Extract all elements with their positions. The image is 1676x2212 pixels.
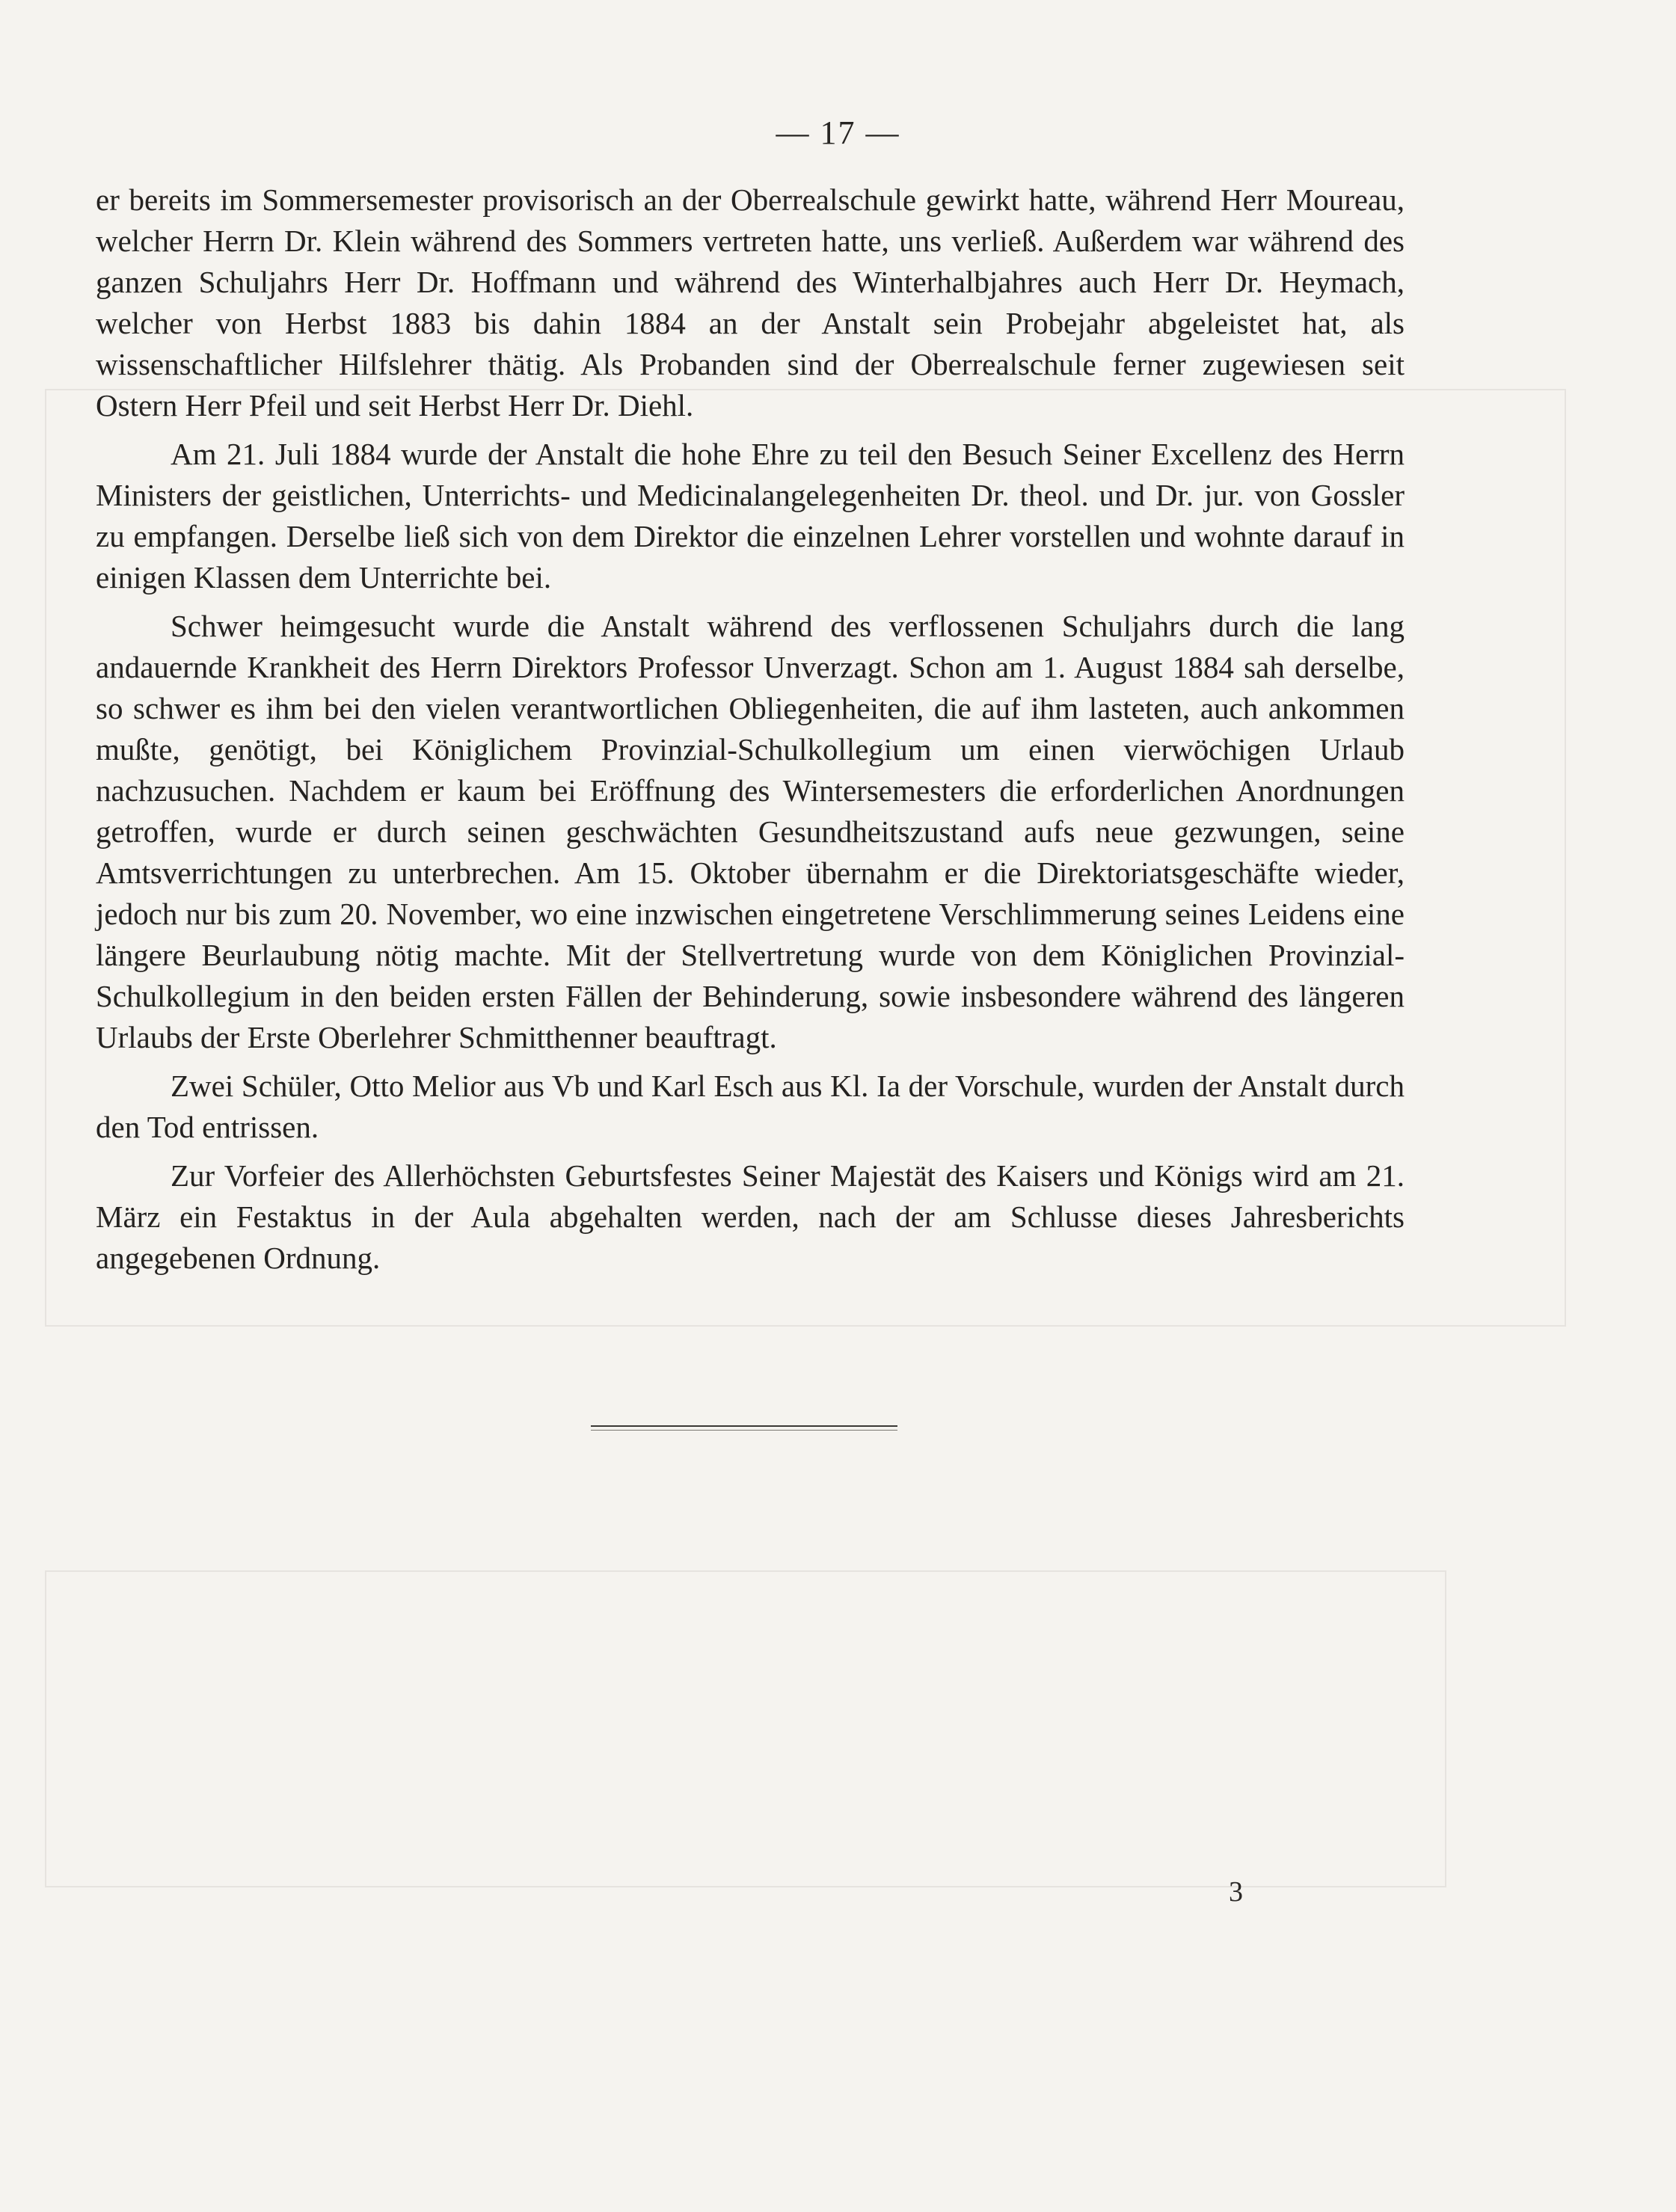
paragraph-deceased-students: Zwei Schüler, Otto Melior aus Vb und Karl Esch aus Kl. Ia der Vorschule, wurden der Anstalt durch den Tod entrissen. <box>96 1069 1405 1144</box>
paragraph-director-illness: Schwer heimgesucht wurde die Anstalt während des verflossenen Schuljahrs durch die lang andauernde Krankheit des Herrn Direktors Professor Unverzagt. Schon am 1. August 1884 sah derselbe, so schwer es ihm bei den vielen verantwortlichen Obliegenheiten, die auf ihm lasteten, auch ankommen mußte, genötigt, bei Königlichem Provinzial-Schulkollegium um einen vierwöchigen Urlaub nachzusuchen. Nachdem er kaum bei Eröffnung des Wintersemesters die erforderlichen Anordnungen getroffen, wurde er durch seinen geschwächten Gesundheitszustand aufs neue gezwungen, seine Amtsverrichtungen zu unterbrechen. Am 15. Oktober übernahm er die Direktoriatsgeschäfte wieder, jedoch nur bis zum 20. November, wo eine inzwischen eingetretene Verschlimmerung seines Leidens eine längere Beurlaubung nötig machte. Mit der Stellvertretung wurde von dem Königlichen Provinzial-Schulkollegium in den beiden ersten Fällen der Behinderung, sowie insbesondere während des längeren Urlaubs der Erste Oberlehrer Schmitthenner beauftragt. <box>96 609 1405 1054</box>
paragraph-minister-visit: Am 21. Juli 1884 wurde der Anstalt die hohe Ehre zu teil den Besuch Seiner Excellenz des Herrn Ministers der geistlichen, Unterrichts- und Medicinalangelegenheiten Dr. theol. und Dr. jur. von Gossler zu empfangen. Derselbe ließ sich von dem Direktor die einzelnen Lehrer vorstellen und wohnte darauf in einigen Klassen dem Unterrichte bei. <box>96 437 1405 595</box>
paragraph-festaktus: Zur Vorfeier des Allerhöchsten Geburtsfestes Seiner Majestät des Kaisers und Königs wird am 21. März ein Festaktus in der Aula abgehalten werden, nach der am Schlusse dieses Jahresberichts angegebenen Ordnung. <box>96 1158 1405 1275</box>
section-divider <box>591 1425 897 1427</box>
sheet-number: 3 <box>1229 1876 1243 1908</box>
page-number: — 17 — <box>776 114 900 151</box>
show-through-table-lower <box>45 1570 1446 1887</box>
section-divider-underline <box>591 1430 897 1431</box>
paragraph-staff: er bereits im Sommersemester provisorisch an der Oberrealschule gewirkt hatte, während Herr Moureau, welcher Herrn Dr. Klein während des Sommers vertreten hatte, uns verließ. Außerdem war während des ganzen Schuljahrs Herr Dr. Hoffmann und während des Winterhalbjahres auch Herr Dr. Heymach, welcher von Herbst 1883 bis dahin 1884 an der Anstalt sein Probejahr abgeleistet hat, als wissenschaftlicher Hilfslehrer thätig. Als Probanden sind der Oberrealschule ferner zugewiesen seit Ostern Herr Pfeil und seit Herbst Herr Dr. Diehl. <box>96 182 1405 423</box>
body-text <box>96 179 1405 1286</box>
